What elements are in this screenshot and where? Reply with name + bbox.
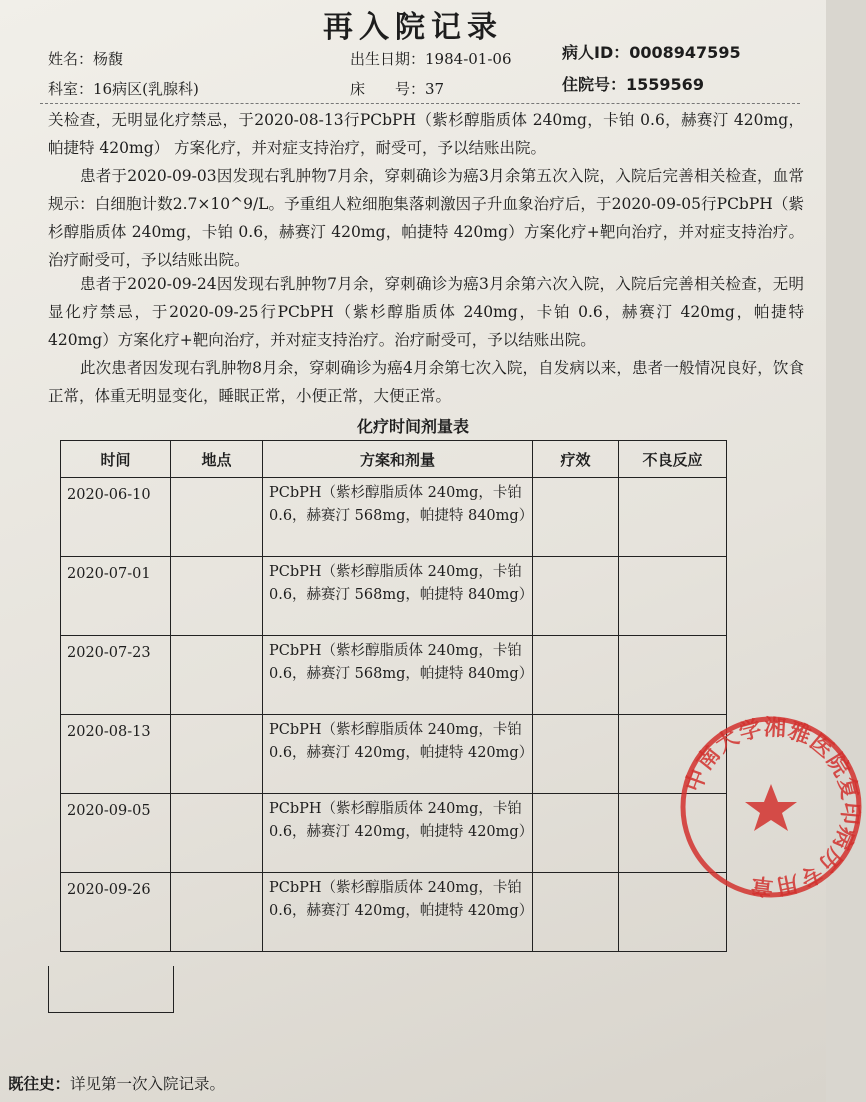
past-history-text: 详见第一次入院记录。 <box>70 1075 226 1093</box>
cell-place <box>171 794 263 873</box>
dob-value: 1984-01-06 <box>425 50 512 68</box>
table-row <box>61 873 727 952</box>
bed-value: 37 <box>425 80 445 98</box>
cell-date: 2020-06-10 <box>61 478 171 557</box>
seal-star-icon <box>745 784 797 831</box>
cell-place <box>171 557 263 636</box>
admission-number-value: 1559569 <box>626 75 704 94</box>
cell-regimen: PCbPH（紫杉醇脂质体 240mg，卡铂 0.6，赫赛汀 568mg，帕捷特 840mg） <box>263 636 533 715</box>
paragraph-current-admission: 此次患者因发现右乳肿物8月余，穿刺确诊为癌4月余第七次入院，自发病以来，患者一般情况良好，饮食正常，体重无明显变化，睡眠正常，小便正常，大便正常。 <box>48 359 804 405</box>
table-row <box>61 478 727 557</box>
past-history-label: 既往史： <box>8 1075 71 1093</box>
hospital-seal-stamp <box>676 712 866 902</box>
cell-place <box>171 478 263 557</box>
cell-regimen: PCbPH（紫杉醇脂质体 240mg，卡铂 0.6，赫赛汀 420mg，帕捷特 420mg） <box>263 873 533 952</box>
table-row <box>61 794 727 873</box>
cell-adverse <box>619 478 727 557</box>
patient-id-value: 0008947595 <box>629 43 741 62</box>
patient-id-field: 病人ID：0008947595 <box>562 43 741 62</box>
bed-field: 床 号：37 <box>350 80 445 98</box>
cell-effect <box>533 794 619 873</box>
chemo-table-title: 化疗时间剂量表 <box>356 417 469 436</box>
paragraph-sixth-admission: 患者于2020-09-24因发现右乳肿物7月余，穿刺确诊为癌3月余第六次入院，入院后完善相关检查，无明显化疗禁忌，于2020-09-25行PCbPH（紫杉醇脂质体 240mg，卡铂 0.6，赫赛汀 420mg，帕捷特 420mg）方案化疗+靶向治疗，并对症支持治疗。治疗耐受可，予以结账出院。 <box>48 275 804 349</box>
cell-place <box>171 873 263 952</box>
svg-text:中南大学湘雅医院复印病历专用章: 中南大学湘雅医院复印病历专用章 <box>681 715 863 899</box>
past-history-line <box>8 1072 225 1094</box>
cell-regimen: PCbPH（紫杉醇脂质体 240mg，卡铂 0.6，赫赛汀 568mg，帕捷特 840mg） <box>263 478 533 557</box>
table-header-row <box>61 441 727 478</box>
cell-date: 2020-07-01 <box>61 557 171 636</box>
cell-effect <box>533 478 619 557</box>
cell-regimen: PCbPH（紫杉醇脂质体 240mg，卡铂 0.6，赫赛汀 568mg，帕捷特 840mg） <box>263 557 533 636</box>
cell-effect <box>533 636 619 715</box>
table-underlay-box <box>48 966 174 1013</box>
paragraph-prior-admission: 关检查，无明显化疗禁忌，于2020-08-13行PCbPH（紫杉醇脂质体 240mg，卡铂 0.6，赫赛汀 420mg，帕捷特 420mg） 方案化疗，并对症支持治疗，耐受可，予以结账出院。 <box>48 111 804 157</box>
col-header-place: 地点 <box>171 441 263 478</box>
admission-number-field: 住院号：1559569 <box>562 75 704 94</box>
cell-regimen: PCbPH（紫杉醇脂质体 240mg，卡铂 0.6，赫赛汀 420mg，帕捷特 420mg） <box>263 794 533 873</box>
cell-effect <box>533 873 619 952</box>
cell-effect <box>533 715 619 794</box>
cell-effect <box>533 557 619 636</box>
col-header-regimen: 方案和剂量 <box>263 441 533 478</box>
patient-name-field: 姓名：杨馥 <box>48 50 124 68</box>
cell-date: 2020-09-05 <box>61 794 171 873</box>
cell-adverse <box>619 557 727 636</box>
cell-date: 2020-09-26 <box>61 873 171 952</box>
department-field: 科室：16病区(乳腺科) <box>48 80 199 98</box>
dob-field: 出生日期：1984-01-06 <box>350 50 512 68</box>
document-title: 再入院记录 <box>323 10 503 45</box>
paragraph-fifth-admission: 患者于2020-09-03因发现右乳肿物7月余，穿刺确诊为癌3月余第五次入院，入院后完善相关检查，血常规示：白细胞计数2.7×10^9/L。予重组人粒细胞集落刺激因子升血象治疗后，于2020-09-05行PCbPH（紫杉醇脂质体 240mg，卡铂 0.6，赫赛汀 420mg，帕捷特 420mg）方案化疗+靶向治疗，并对症支持治疗。治疗耐受可，予以结账出院。 <box>48 167 804 269</box>
cell-place <box>171 715 263 794</box>
header-divider <box>40 103 800 104</box>
col-header-effect: 疗效 <box>533 441 619 478</box>
cell-adverse <box>619 636 727 715</box>
table-row <box>61 636 727 715</box>
cell-date: 2020-08-13 <box>61 715 171 794</box>
cell-regimen: PCbPH（紫杉醇脂质体 240mg，卡铂 0.6，赫赛汀 420mg，帕捷特 420mg） <box>263 715 533 794</box>
patient-name: 杨馥 <box>93 50 124 68</box>
col-header-date: 时间 <box>61 441 171 478</box>
table-row <box>61 715 727 794</box>
chemo-dosage-table <box>60 440 727 952</box>
department-value: 16病区(乳腺科) <box>93 80 199 98</box>
cell-date: 2020-07-23 <box>61 636 171 715</box>
table-row <box>61 557 727 636</box>
col-header-adverse: 不良反应 <box>619 441 727 478</box>
cell-place <box>171 636 263 715</box>
